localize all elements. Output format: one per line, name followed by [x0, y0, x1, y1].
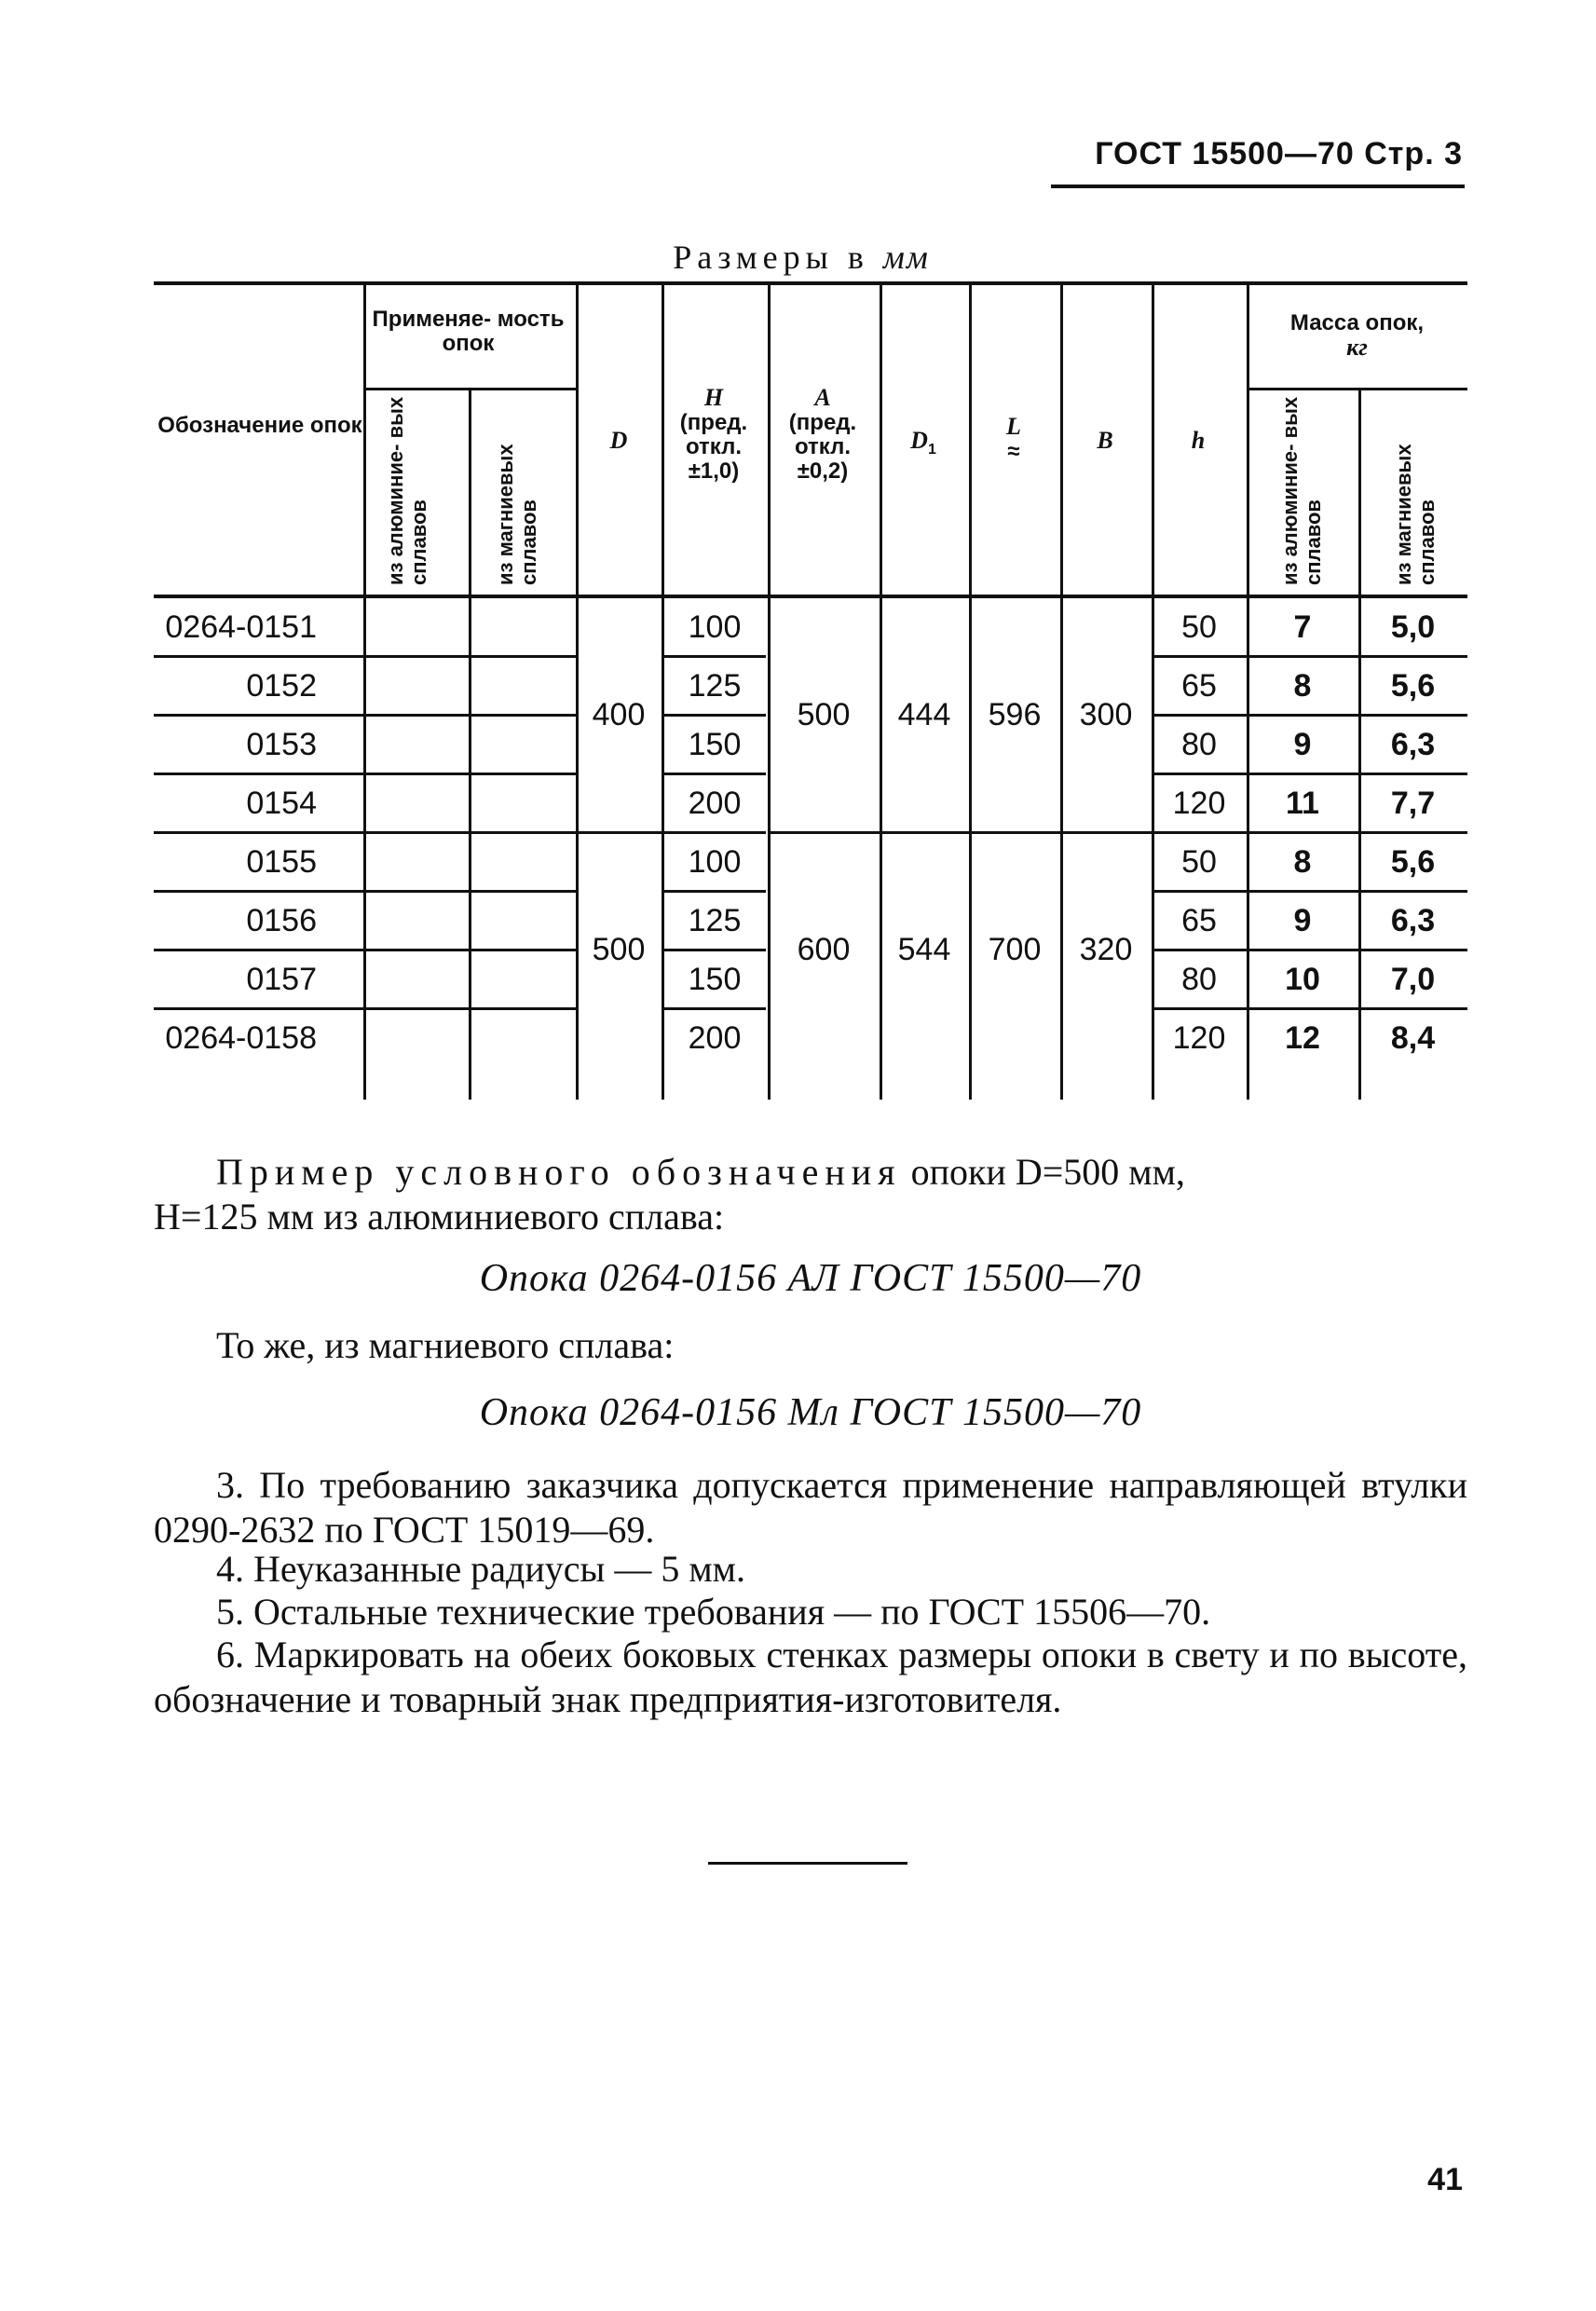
H-cell: 200: [688, 1020, 742, 1056]
item-5: 5. Остальные технические требования — по ГОСТ 15506—70.: [216, 1591, 1211, 1633]
mass-aluminum-cell: 9: [1293, 903, 1312, 938]
row-rule: [1152, 714, 1467, 717]
row-rule: [663, 773, 766, 775]
mass-aluminum-cell: 10: [1285, 962, 1320, 997]
example-intro-line2: H=125 мм из алюминиевого сплава:: [154, 1196, 725, 1238]
group-A-cell: 500: [797, 697, 851, 732]
table-body-vline: [363, 597, 366, 1100]
header-D: D: [609, 427, 628, 454]
table-body-vline: [576, 597, 579, 1100]
header-B: B: [1097, 427, 1113, 454]
mass-aluminum-cell: 8: [1293, 668, 1312, 704]
header-mass-aluminum: из алюминие- вых сплавов: [1278, 396, 1325, 585]
table-top-rule: [154, 281, 1467, 285]
row-rule: [663, 714, 766, 717]
h-cell: 65: [1181, 668, 1217, 704]
designation-cell: 0156: [246, 903, 317, 938]
header-H-tolerance: (пред. откл. ±1,0): [679, 410, 748, 484]
header-D1: $D_1$: [910, 427, 936, 458]
header-app-magnesium: из магниевых сплавов: [494, 444, 540, 585]
row-rule: [1152, 831, 1467, 834]
item-6: 6. Маркировать на обеих боковых стенках размеры опоки в свету и по высоте, обозначение и товарный знак предприятия-изготовителя.: [154, 1634, 1467, 1720]
table-header-vline: [768, 284, 771, 597]
row-rule: [1152, 949, 1467, 951]
document-header: ГОСТ 15500—70 Стр. 3: [1095, 136, 1463, 171]
header-mass-label: Масса опок,: [1289, 310, 1425, 335]
mass-aluminum-cell: 8: [1293, 844, 1312, 880]
mass-aluminum-cell: 12: [1285, 1020, 1320, 1056]
example-intro-spaced: Пример условного обозначения: [216, 1151, 902, 1193]
H-cell: 100: [688, 609, 742, 645]
h-cell: 120: [1172, 1020, 1226, 1056]
row-rule: [663, 890, 766, 893]
table-body-vline: [768, 597, 771, 1100]
table-header-subrule: [1247, 388, 1467, 390]
row-rule: [363, 655, 576, 658]
example-aluminum: Опока 0264-0156 АЛ ГОСТ 15500—70: [479, 1257, 1142, 1300]
row-rule: [663, 949, 766, 951]
table-header-rule: [154, 595, 1467, 598]
H-cell: 150: [688, 727, 742, 762]
table-header-vline: [363, 284, 366, 597]
row-rule: [363, 890, 576, 893]
group-rule: [768, 831, 1152, 834]
example-intro-rest: опоки D=500 мм,: [901, 1151, 1185, 1193]
mass-aluminum-cell: 11: [1286, 786, 1319, 821]
mass-magnesium-cell: 7,0: [1390, 962, 1436, 997]
table-header-vline: [1060, 284, 1063, 597]
group-B-cell: 300: [1079, 697, 1133, 732]
designation-cell: 0153: [246, 727, 317, 762]
row-rule: [154, 890, 363, 893]
row-rule: [154, 1007, 363, 1010]
item-3: 3. По требованию заказчика допускается применение направляющей втулки 0290-2632 по ГОСТ 15019—69.: [154, 1464, 1467, 1551]
mass-magnesium-cell: 5,0: [1390, 609, 1436, 645]
row-rule: [363, 1007, 576, 1010]
row-rule: [363, 773, 576, 775]
row-rule: [663, 1007, 766, 1010]
row-rule: [363, 949, 576, 951]
h-cell: 120: [1172, 786, 1226, 821]
h-cell: 50: [1181, 609, 1217, 645]
row-rule: [154, 714, 363, 717]
header-mass-magnesium: из магниевых сплавов: [1392, 444, 1439, 585]
group-A-cell: 600: [797, 932, 851, 967]
header-mass-unit: кг: [1346, 334, 1368, 361]
table-header-vline: [662, 284, 664, 597]
table-body-vline: [469, 597, 471, 1100]
designation-cell: 0152: [246, 668, 317, 704]
header-H-symbol: H: [703, 384, 724, 411]
mass-magnesium-cell: 7,7: [1390, 786, 1436, 821]
table-body-vline: [880, 597, 882, 1100]
caption-prefix: Размеры в: [673, 239, 869, 276]
table-body-vline: [969, 597, 972, 1100]
header-A-symbol: A: [814, 384, 831, 411]
header-app-aluminum: из алюминие- вых сплавов: [384, 396, 430, 585]
H-cell: 100: [688, 844, 742, 880]
mass-magnesium-cell: 6,3: [1390, 903, 1436, 938]
group-B-cell: 320: [1079, 932, 1133, 967]
H-cell: 150: [688, 962, 742, 997]
mass-magnesium-cell: 6,3: [1390, 727, 1436, 762]
row-rule: [363, 831, 576, 834]
group-D-cell: 500: [592, 932, 646, 967]
H-cell: 200: [688, 786, 742, 821]
group-rule: [576, 831, 663, 834]
row-rule: [1152, 655, 1467, 658]
row-rule: [663, 831, 766, 834]
designation-cell: 0155: [246, 844, 317, 880]
header-A-tolerance: (пред. откл. ±0,2): [788, 410, 857, 484]
mass-aluminum-cell: 9: [1293, 727, 1312, 762]
example-intro: [154, 1150, 1467, 1239]
item-4: 4. Неуказанные радиусы — 5 мм.: [216, 1548, 745, 1590]
h-cell: 80: [1181, 727, 1217, 762]
row-rule: [1152, 773, 1467, 775]
designation-cell: 0264-0158: [165, 1020, 317, 1056]
table-header-vline: [469, 390, 471, 597]
designation-cell: 0154: [246, 786, 317, 821]
row-rule: [663, 655, 766, 658]
header-H: [662, 386, 766, 484]
caption-unit: мм: [882, 239, 930, 276]
example-magnesium: Опока 0264-0156 Мл ГОСТ 15500—70: [479, 1391, 1142, 1434]
table-header-subrule: [363, 388, 576, 390]
mass-magnesium-cell: 5,6: [1390, 668, 1436, 704]
header-A: [768, 386, 878, 484]
table-header-vline: [969, 284, 972, 597]
H-cell: 125: [688, 903, 742, 938]
group-D-cell: 400: [592, 697, 646, 732]
h-cell: 50: [1181, 844, 1217, 880]
group-D1-cell: 544: [897, 932, 951, 967]
mass-aluminum-cell: 7: [1293, 609, 1312, 645]
row-rule: [154, 831, 363, 834]
H-cell: 125: [688, 668, 742, 704]
mass-magnesium-cell: 5,6: [1390, 844, 1436, 880]
table-header-vline: [576, 284, 579, 597]
group-L-cell: 700: [988, 932, 1042, 967]
header-rule: [1051, 185, 1465, 188]
same-magnesium: То же, из магниевого сплава:: [216, 1324, 675, 1366]
row-rule: [363, 714, 576, 717]
row-rule: [1152, 1007, 1467, 1010]
designation-cell: 0157: [246, 962, 317, 997]
h-cell: 80: [1181, 962, 1217, 997]
header-applicability: Применяе- мость опок: [372, 307, 565, 356]
header-designation: Обозначение опок: [157, 413, 362, 438]
row-rule: [154, 949, 363, 951]
group-D1-cell: 444: [897, 697, 951, 732]
group-L-cell: 596: [988, 697, 1042, 732]
table-caption: [559, 238, 1044, 277]
designation-cell: 0264-0151: [165, 609, 317, 645]
page-number: 41: [1427, 2162, 1463, 2197]
h-cell: 65: [1181, 903, 1217, 938]
table-header-vline: [1358, 390, 1361, 597]
row-rule: [1152, 890, 1467, 893]
header-L: L ≈: [1006, 413, 1021, 464]
table-header-vline: [880, 284, 882, 597]
table-header-vline: [1247, 284, 1249, 597]
mass-magnesium-cell: 8,4: [1390, 1020, 1436, 1056]
row-rule: [154, 773, 363, 775]
table-header-vline: [1152, 284, 1154, 597]
table-body-vline: [1060, 597, 1063, 1100]
row-rule: [154, 655, 363, 658]
footer-rule: [708, 1862, 907, 1865]
header-mass: [1247, 311, 1467, 361]
header-h: h: [1191, 427, 1206, 454]
